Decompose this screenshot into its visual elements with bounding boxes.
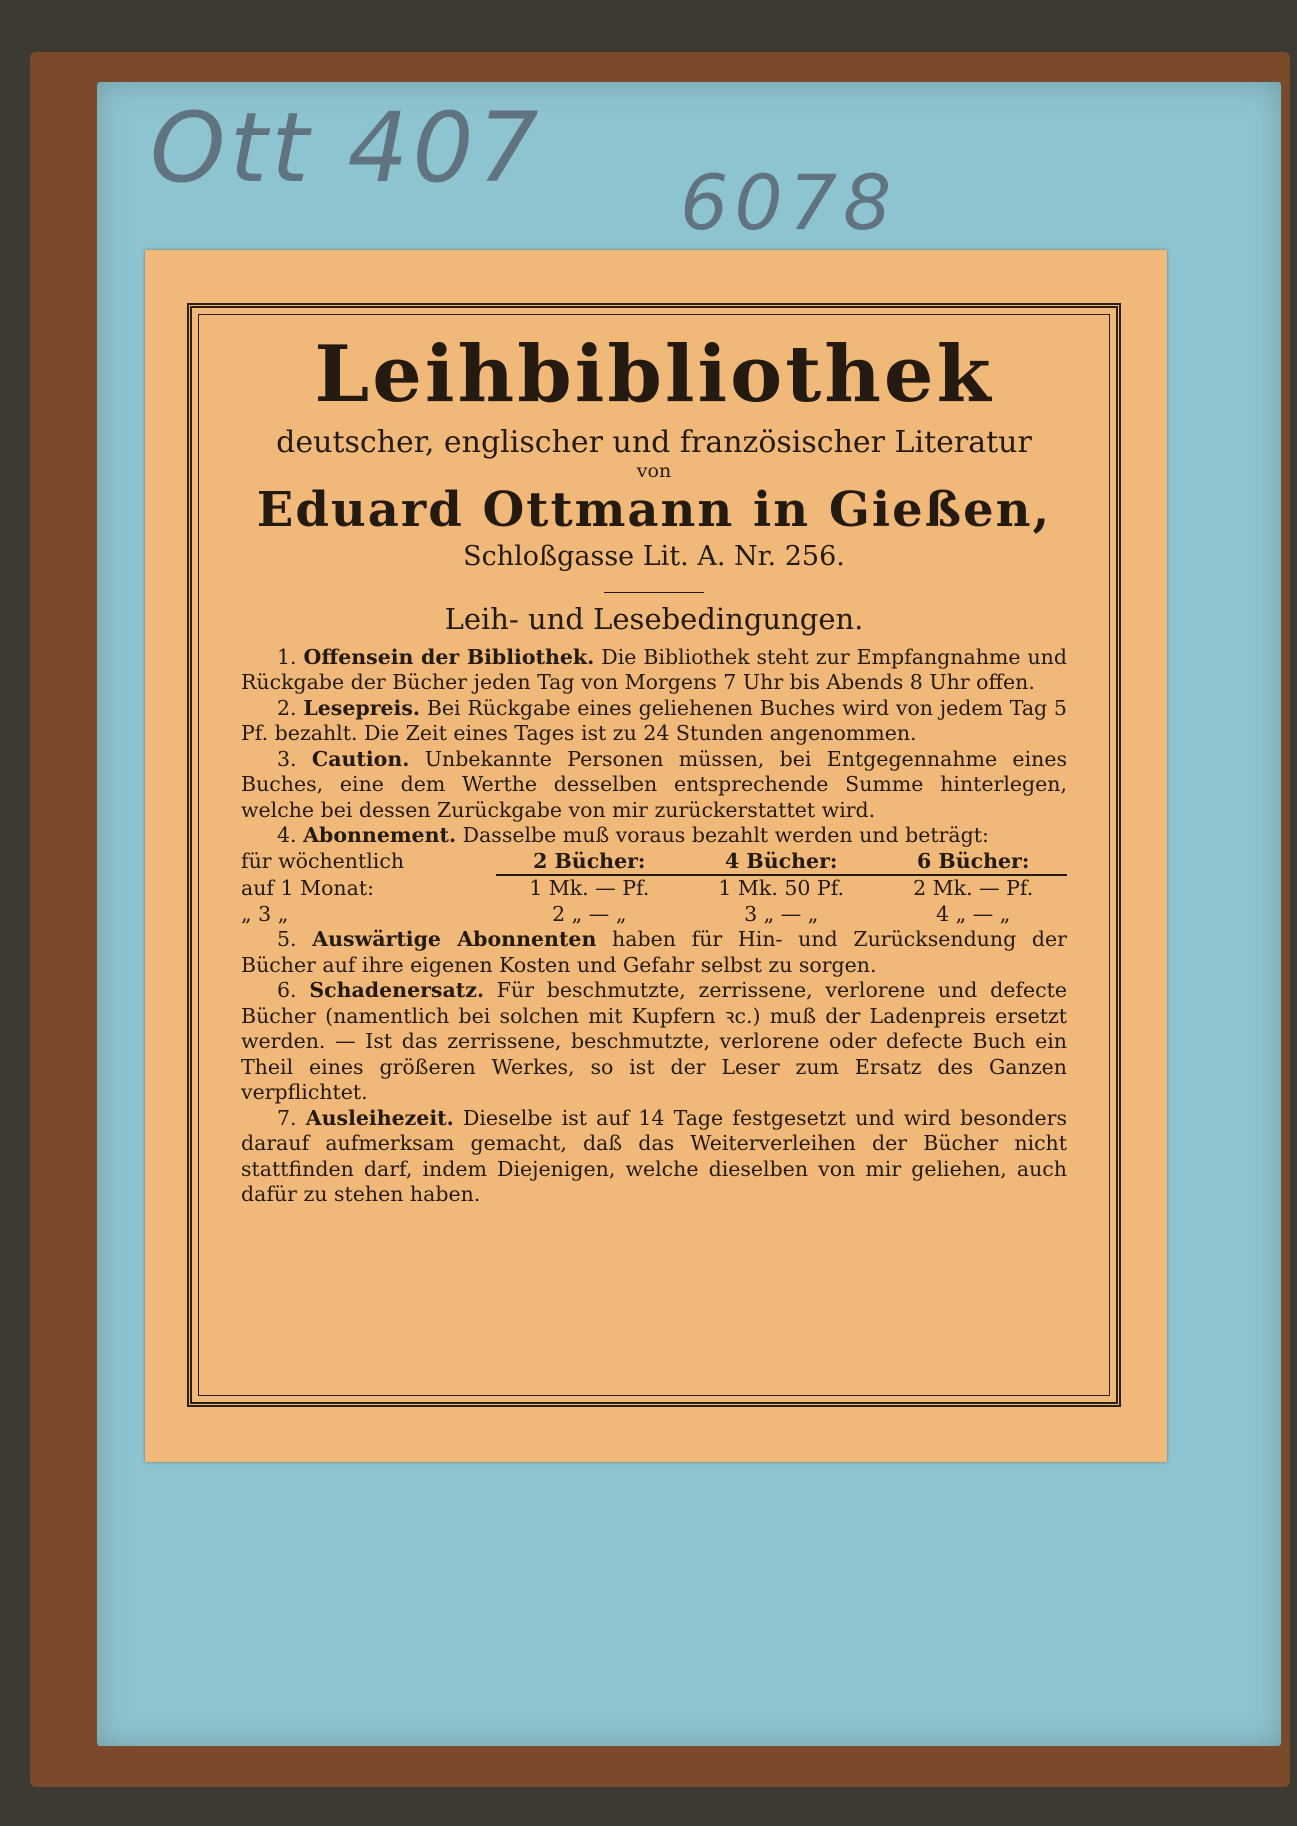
fee-header-row [241,849,1067,876]
condition-item [241,1106,1067,1208]
fee-cell: 1 Mk. — Pf. [529,876,650,901]
fee-cell: 1 Mk. 50 Pf. [718,876,845,901]
handwritten-shelfmark: Ott 407 [150,92,543,204]
condition-item [241,978,1067,1106]
condition-number: 7. [277,1105,297,1130]
condition-title: Offensein der Bibliothek. [303,644,595,669]
condition-item [241,645,1067,696]
condition-item [241,696,1067,747]
condition-title: Lesepreis. [303,695,421,720]
condition-title: Schadenersatz. [309,978,484,1003]
condition-title: Auswärtige Abonnenten [312,927,597,952]
label-content [241,316,1067,1208]
condition-title: Ausleihezeit. [305,1105,454,1130]
fee-row [241,875,1067,902]
label-von: von [636,459,672,482]
condition-text: Dasselbe muß voraus bezahlt werden und beträgt: [462,823,989,848]
conditions-list [241,645,1067,1208]
fee-row-label: „ 3 „ [241,901,289,926]
fee-column-header: 2 Bücher: [496,849,684,876]
condition-number: 2. [277,695,297,720]
condition-item [241,823,1067,849]
condition-item [241,927,1067,978]
fee-column-header: 6 Bücher: [879,849,1067,876]
label-owner: Eduard Ottmann in Gießen, [256,481,1052,538]
condition-number: 4. [277,823,297,848]
condition-text: Unbekannte Personen müssen, bei Entgegennahme eines Buches, eine dem Werthe desselben entsprechende Summe hinterlegen, welche bei dessen Zurückgabe von mir zurückerstattet wird. [241,746,1067,822]
fee-table [241,849,1067,928]
fee-cell: 4 „ — „ [936,901,1011,926]
condition-number: 1. [277,644,297,669]
library-label [145,250,1167,1462]
fee-column-header: 4 Bücher: [683,849,879,876]
conditions-heading: Leih- und Lesebedingungen. [444,602,864,637]
divider [604,592,704,593]
fee-cell: 3 „ — „ [744,901,819,926]
condition-title: Caution. [311,746,410,771]
label-subtitle: deutscher, englischer und französischer Literatur [276,425,1032,460]
fee-cell: 2 Mk. — Pf. [913,876,1034,901]
condition-text: Für beschmutzte, zerrissene, verlorene und defecte Bücher (namentlich bei solchen mit Kupfern ꝛc.) muß der Ladenpreis ersetzt werden. — Ist das zerrissene, beschmutzte, verlorene oder defecte Buch ein Theil eines größeren Werkes, so ist der Leser zum Ersatz des Ganzen verpflichtet. [241,978,1067,1105]
label-address: Schloßgasse Lit. A. Nr. 256. [463,541,845,573]
label-title: Leihbibliothek [314,329,994,420]
condition-text: Dieselbe ist auf 14 Tage festgesetzt und wird besonders darauf aufmerksam gemacht, daß das Weiterverleihen der Bücher nicht stattfinden darf, indem Diejenigen, welche dieselben von mir geliehen, auch dafür zu stehen haben. [241,1105,1067,1207]
handwritten-number: 6078 [680,158,898,247]
condition-number: 6. [277,978,297,1003]
condition-title: Abonnement. [303,823,457,848]
fee-row [241,902,1067,928]
fee-cell: 2 „ — „ [552,901,627,926]
condition-text: haben für Hin- und Zurücksendung der Bücher auf ihre eigenen Kosten und Gefahr selbst zu sorgen. [241,927,1067,977]
condition-item [241,747,1067,824]
fee-header-label: für wöchentlich [241,849,405,874]
condition-text: Die Bibliothek steht zur Empfangnahme und Rückgabe der Bücher jeden Tag von Morgens 7 Uhr bis Abends 8 Uhr offen. [241,644,1067,695]
condition-number: 5. [277,927,297,952]
fee-row-label: auf 1 Monat: [241,875,374,900]
condition-number: 3. [277,746,297,771]
condition-text: Bei Rückgabe eines geliehenen Buches wird von jedem Tag 5 Pf. bezahlt. Die Zeit eines Tages ist zu 24 Stunden angenommen. [241,695,1067,746]
